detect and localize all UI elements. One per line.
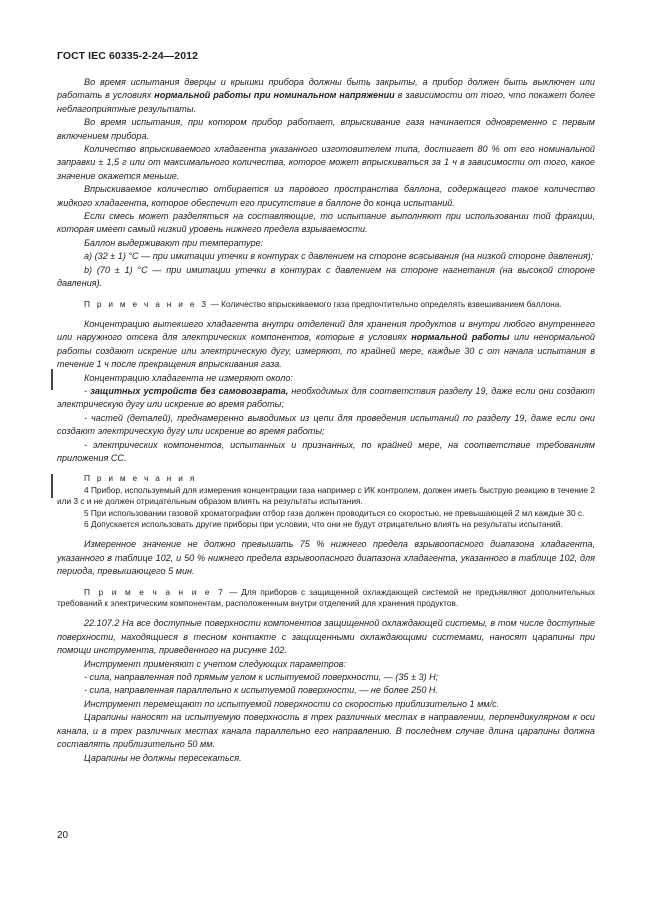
note-3: П р и м е ч а н и е 3 — Количество впрыскиваемого газа предпочтительно определять взвешиванием баллона. (84, 298, 562, 309)
list-item: - электрических компонентов, испытанных и признанных, по крайней мере, на соответствие требованиям приложения СС. (57, 439, 595, 463)
paragraph: Во время испытания, при котором прибор работает, впрыскивание газа начинается одновременно с первым включением прибора. (57, 117, 595, 141)
list-item: a) (32 ± 1) °C — при имитации утечки в контурах с давлением на стороне всасывания (на низкой стороне давления); (84, 251, 594, 262)
paragraph: Впрыскиваемое количество отбирается из парового пространства баллона, содержащего такое количество жидкого хладагента, которое обеспечит его присутствие в баллоне до конца испытаний. (57, 184, 595, 208)
note-4: 4 Прибор, используемый для измерения концентрации газа например с ИК контролем, должен иметь быструю реакцию в течение 2 или 3 с и не должен отрицательным образом влиять на результаты испытания. (57, 484, 595, 507)
list-item: - защитных устройств без самовозврата, необходимых для соответствия разделу 19, даже если они создают электрическую дугу или искрение во время работы; (57, 385, 595, 410)
paragraph: Во время испытания дверцы и крышки прибора должны быть закрыты, а прибор должен быть выключен или работать в условиях нормальной работы при номинальном напряжении в зависимости от того, что покажет более неблагоприятные результаты. (57, 77, 595, 114)
paragraph: Концентрацию вытекшего хладагента внутри отделений для хранения продуктов и внутри любого внутреннего или наружного отсека для электрических компонентов, которые в условиях нормальной работы или ненормальной работы создают искрение или электрическую дугу, измеряют, по крайней мере, каждые 30 с от начала испытания в течение 1 ч после прекращения впрыскивания газа. (57, 318, 595, 370)
change-bar (51, 474, 53, 498)
list-item: - сила, направленная параллельно к испытуемой поверхности, — не более 250 Н. (84, 685, 439, 696)
paragraph: Царапины не должны пересекаться. (84, 752, 242, 763)
paragraph: Царапины наносят на испытуемую поверхность в трех различных местах в направлении, перпендикулярном к оси канала, и в трех различных местах канала параллельно его направлению. В последнем случае длина царапины должна составлять приблизительно 50 мм. (57, 712, 595, 750)
list-item: b) (70 ± 1) °C — при имитации утечки в контурах с давлением на стороне нагнетания (на высокой стороне давления). (57, 264, 595, 289)
document-body (57, 76, 595, 765)
paragraph: Концентрацию хладагента не измеряют около: (84, 372, 293, 383)
paragraph: Инструмент перемещают по испытуемой поверхности со скоростью приблизительно 1 мм/с. (84, 698, 500, 709)
notes-heading: П р и м е ч а н и я (84, 473, 197, 484)
page-number: 20 (57, 830, 69, 841)
paragraph: Измеренное значение не должно превышать 75 % нижнего предела взрывоопасного диапазона хладагента, указанного в таблице 102, и 50 % нижнего предела взрывоопасного диапазона хладагента, указанного в таблице 102, для периода, превышающего 5 мин. (57, 539, 595, 577)
paragraph: Баллон выдерживают при температуре: (84, 237, 264, 248)
list-item: - частей (деталей), преднамеренно выводимых из цепи для проведения испытаний по разделу 19, даже если они создают электрическую дугу или искрение во время работы; (57, 412, 595, 437)
paragraph: Инструмент применяют с учетом следующих параметров: (84, 658, 347, 669)
list-item: - сила, направленная под прямым углом к испытуемой поверхности, — (35 ± 3) Н; (84, 672, 439, 683)
note-5: 5 При использовании газовой хроматографии отбор газа должен проводиться со скоростью, не превышающей 2 мл каждые 30 с. (84, 507, 585, 518)
paragraph: 22.107.2 На все доступные поверхности компонентов защищенной охлаждающей системы, в том числе доступные поверхности, находящиеся в тесном контакте с защищенными охлаждающими системами, наносят царапины при помощи инструмента, приведенного на рисунке 102. (57, 618, 595, 656)
paragraph: Если смесь может разделяться на составляющие, то испытание выполняют при использовании той фракции, которая имеет самый низкий уровень нижнего предела взрываемости. (57, 211, 595, 235)
note-7: П р и м е ч а н и е 7 — Для приборов с защищенной охлаждающей системой не предъявляют дополнительных требований к электрическим компонентам, расположенным внутри отделений для хранения продуктов. (57, 586, 596, 609)
document-header: ГОСТ IEC 60335-2-24—2012 (57, 50, 199, 62)
note-6: 6 Допускается использовать другие приборы при условии, что они не будут отрицательно влиять на результаты испытаний. (84, 519, 563, 529)
change-bar (51, 369, 53, 390)
paragraph: Количество впрыскиваемого хладагента указанного изготовителем типа, достигает 80 % от его номинальной заправки ± 1,5 г или от максимального количества, которое может впрыскиваться за 1 ч в зависимости от того, какое значение окажется меньше. (57, 144, 595, 181)
